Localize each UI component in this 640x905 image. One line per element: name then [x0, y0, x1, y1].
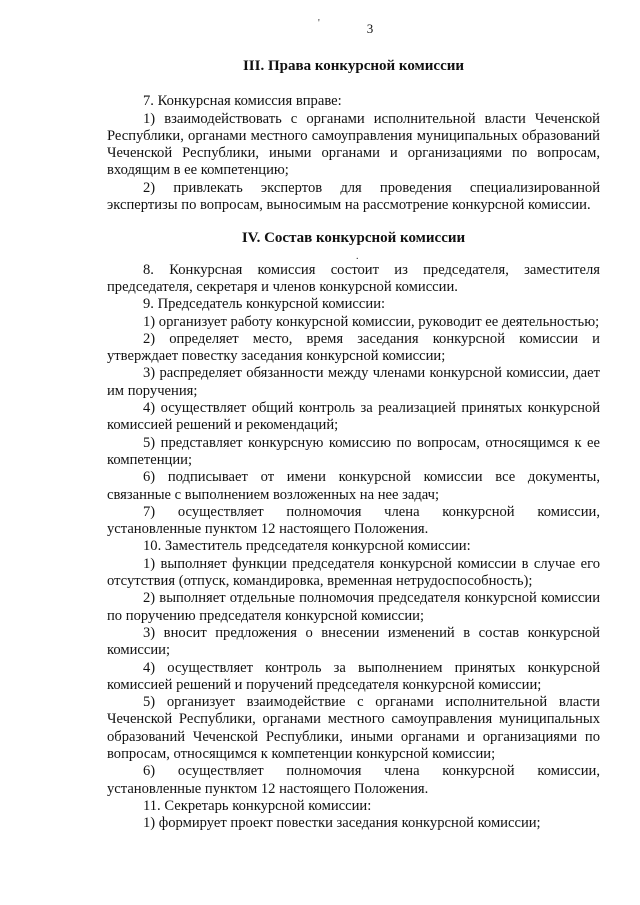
scan-speck: . — [356, 251, 359, 262]
paragraph: 8. Конкурсная комиссия состоит из председателя, заместителя председателя, секретаря и членов конкурсной комиссии. — [107, 261, 600, 295]
section-heading: III. Права конкурсной комиссии — [242, 58, 465, 74]
page-number: 3 — [366, 21, 374, 36]
paragraph: 6) осуществляет полномочия члена конкурсной комиссии, установленные пунктом 12 настоящего Положения. — [107, 763, 600, 797]
paragraph: 5) организует взаимодействие с органами исполнительной власти Чеченской Республики, органами местного самоуправления муниципальных образований Чеченской Республики, иными органами и организациями по вопросам, относящимся к компетенции конкурсной комиссии; — [107, 694, 600, 762]
section-heading: IV. Состав конкурсной комиссии — [241, 230, 466, 247]
paragraph: 3) вносит предложения о внесении изменений в состав конкурсной комиссии; — [107, 624, 600, 659]
paragraph: 6) подписывает от имени конкурсной комиссии все документы, связанные с выполнением возложенных на нее задач; — [107, 469, 600, 503]
section-4-body — [107, 262, 600, 833]
paragraph: 2) привлекать экспертов для проведения специализированной экспертизы по вопросам, выносимым на рассмотрение конкурсной комиссии. — [107, 179, 600, 214]
section-3-body — [107, 93, 600, 214]
scan-speck: ' — [318, 18, 320, 29]
paragraph: 10. Заместитель председателя конкурсной комиссии: — [143, 538, 471, 555]
paragraph: 5) представляет конкурсную комиссию по вопросам, относящимся к ее компетенции; — [107, 434, 600, 468]
paragraph: 7) осуществляет полномочия члена конкурсной комиссии, установленные пунктом 12 настоящего Положения. — [107, 503, 600, 538]
document-body — [107, 58, 600, 832]
paragraph: 11. Секретарь конкурсной комиссии: — [143, 797, 372, 814]
paragraph: 1) выполняет функции председателя конкурсной комиссии в случае его отсутствия (отпуск, командировка, временная нетрудоспособность); — [107, 555, 600, 590]
paragraph: 9. Председатель конкурсной комиссии: — [143, 296, 386, 313]
paragraph: 1) организует работу конкурсной комиссии, руководит ее деятельностью; — [143, 313, 600, 330]
paragraph: 2) определяет место, время заседания конкурсной комиссии и утверждает повестку заседания конкурсной комиссии; — [107, 330, 600, 365]
paragraph: 1) формирует проект повестки заседания конкурсной комиссии; — [143, 815, 541, 832]
paragraph: 4) осуществляет общий контроль за реализацией принятых конкурсной комиссией решений и рекомендаций; — [107, 400, 600, 434]
paragraph: 4) осуществляет контроль за выполнением принятых конкурсной комиссией решений и поручений председателя конкурсной комиссии; — [107, 659, 600, 693]
paragraph: 2) выполняет отдельные полномочия председателя конкурсной комиссии по поручению председателя конкурсной комиссии; — [107, 590, 600, 624]
paragraph: 3) распределяет обязанности между членами конкурсной комиссии, дает им поручения; — [107, 365, 600, 399]
paragraph: 1) взаимодействовать с органами исполнительной власти Чеченской Республики, органами местного самоуправления муниципальных образований Чеченской Республики, иными органами и организациями по вопросам, входящим в ее компетенцию; — [107, 110, 600, 179]
paragraph: 7. Конкурсная комиссия вправе: — [143, 93, 342, 110]
